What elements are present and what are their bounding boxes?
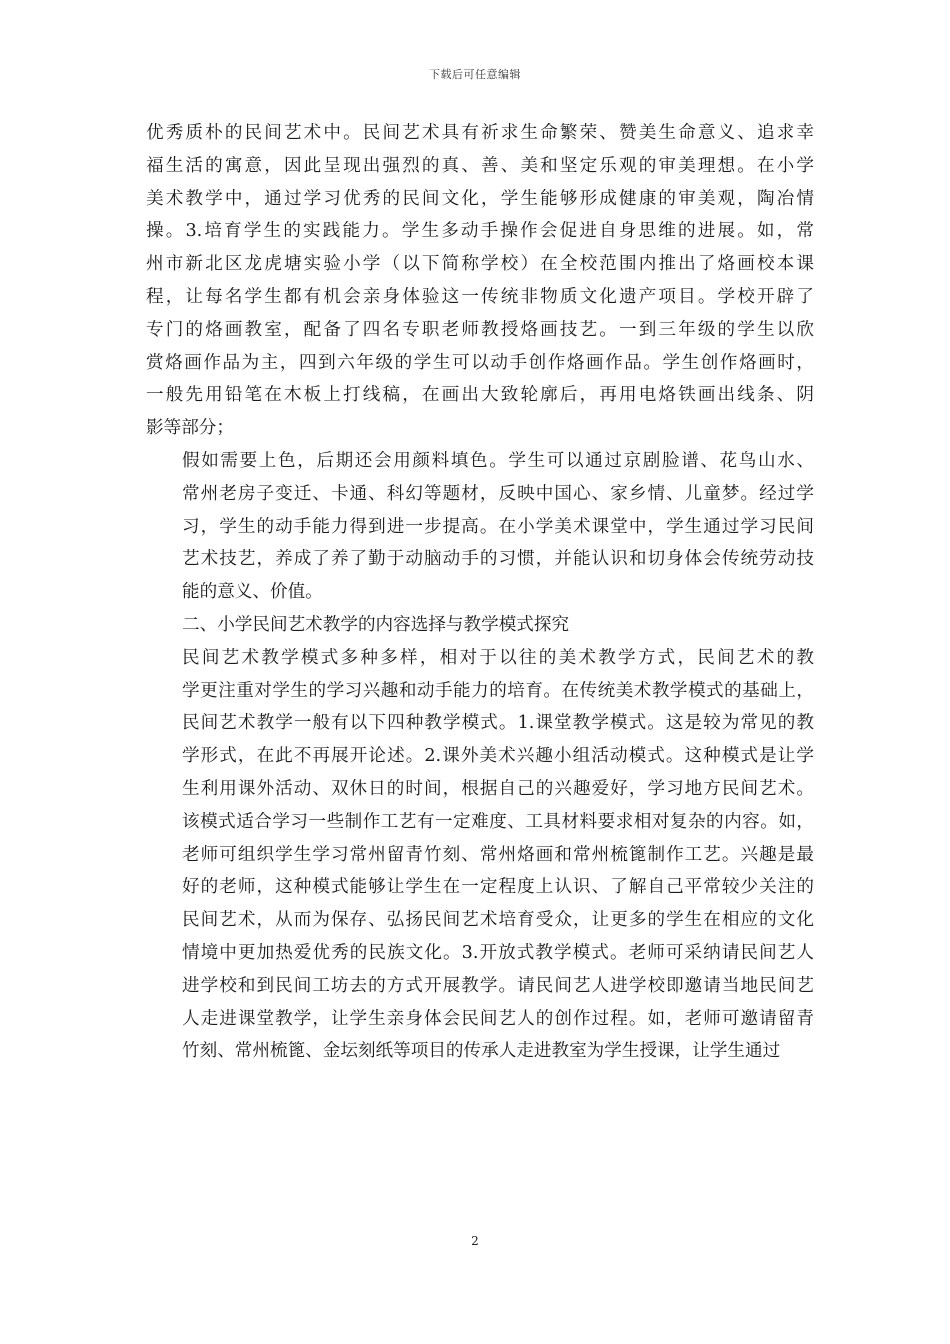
page-number: 2 [471,1234,479,1248]
page-header: 下载后可任意编辑 [429,68,521,81]
paragraph [146,117,814,445]
document-body [146,117,814,1068]
text-line: 生利用课外活动、双休日的时间，根据自己的兴趣爱好，学习地方民间艺术。 [182,778,814,799]
text-line: 影等部分； [146,418,234,439]
paragraph [146,642,814,1068]
text-line: 老师可组织学生学习常州留青竹刻、常州烙画和常州梳篦制作工艺。兴趣是最 [182,844,814,865]
text-line: 常州老房子变迁、卡通、科幻等题材，反映中国心、家乡情、儿童梦。经过学 [182,483,814,504]
text-line: 进学校和到民间工坊去的方式开展教学。请民间艺人进学校即邀请当地民间艺 [182,975,814,996]
text-line: 人走进课堂教学，让学生亲身体会民间艺人的创作过程。如，老师可邀请留青 [182,1008,814,1029]
text-line: 假如需要上色，后期还会用颜料填色。学生可以通过京剧脸谱、花鸟山水、 [182,450,814,471]
text-line: 民间艺术教学模式多种多样，相对于以往的美术教学方式，民间艺术的教 [182,647,814,668]
text-line: 一般先用铅笔在木板上打线稿，在画出大致轮廓后，再用电烙铁画出线条、阴 [146,385,814,406]
text-line: 竹刻、常州梳篦、金坛刻纸等项目的传承人走进教室为学生授课，让学生通过 [182,1041,781,1062]
text-line: 美术教学中，通过学习优秀的民间文化，学生能够形成健康的审美观，陶冶情 [146,188,814,209]
text-line: 能的意义、价值。 [182,582,323,603]
text-line: 优秀质朴的民间艺术中。民间艺术具有祈求生命繁荣、赞美生命意义、追求幸 [146,123,814,143]
text-line: 艺术技艺，养成了养了勤于动脑动手的习惯，并能认识和切身体会传统劳动技 [182,549,814,570]
text-line: 情境中更加热爱优秀的民族文化。3.开放式教学模式。老师可采纳请民间艺人 [182,942,814,963]
text-line: 州市新北区龙虎塘实验小学（以下简称学校）在全校范围内推出了烙画校本课 [146,254,814,275]
text-line: 赏烙画作品为主，四到六年级的学生可以动手创作烙画作品。学生创作烙画时， [146,352,814,373]
text-line: 程，让每名学生都有机会亲身体验这一传统非物质文化遗产项目。学校开辟了 [146,286,814,307]
text-line: 学更注重对学生的学习兴趣和动手能力的培育。在传统美术教学模式的基础上， [182,680,814,701]
text-line: 好的老师，这种模式能够让学生在一定程度上认识、了解自己平常较少关注的 [182,877,814,898]
text-line: 习，学生的动手能力得到进一步提高。在小学美术课堂中，学生通过学习民间 [182,516,814,537]
text-line: 民间艺术教学一般有以下四种教学模式。1.课堂教学模式。这是较为常见的教 [182,713,814,734]
text-line: 民间艺术，从而为保存、弘扬民间艺术培育受众，让更多的学生在相应的文化 [182,910,814,931]
section-heading [146,609,814,642]
text-line: 操。3.培育学生的实践能力。学生多动手操作会促进自身思维的进展。如，常 [146,221,814,242]
text-line: 该模式适合学习一些制作工艺有一定难度、工具材料要求相对复杂的内容。如， [182,811,814,832]
text-line: 学形式，在此不再展开论述。2.课外美术兴趣小组活动模式。这种模式是让学 [182,746,814,767]
text-line: 二、小学民间艺术教学的内容选择与教学模式探究 [182,614,570,635]
text-line: 福生活的寓意，因此呈现出强烈的真、善、美和坚定乐观的审美理想。在小学 [146,155,814,176]
paragraph [146,445,814,609]
text-line: 专门的烙画教室，配备了四名专职老师教授烙画技艺。一到三年级的学生以欣 [146,319,814,340]
